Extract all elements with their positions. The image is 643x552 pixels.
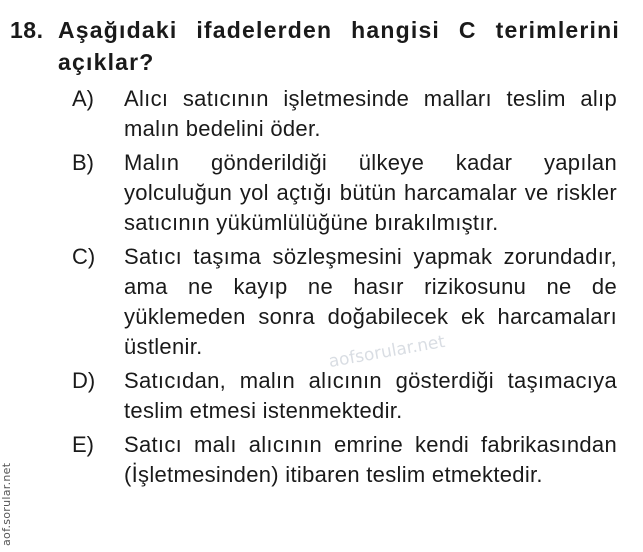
option-letter: A) [72, 86, 94, 111]
option-letter: B) [72, 150, 94, 175]
option-a[interactable] [72, 84, 630, 144]
option-text: Satıcı taşıma sözleşmesini yapmak zorundadır, ama ne kayıp ne hasır rizikosunu ne de yüklemeden sonra doğabilecek ek harcamaları üstlenir. [124, 244, 617, 359]
question-header [10, 14, 630, 78]
question-block [10, 14, 630, 494]
option-c[interactable] [72, 242, 630, 362]
option-text: Malın gönderildiği ülkeye kadar yapılan yolculuğun yol açtığı bütün harcamalar ve riskler satıcının yükümlülüğüne bırakılmıştır. [124, 150, 617, 235]
question-number: 18. [10, 17, 44, 43]
center-watermark: aofsorular.net [327, 331, 447, 373]
option-letter: D) [72, 368, 96, 393]
question-stem: Aşağıdaki ifadelerden hangisi C terimlerini açıklar? [58, 17, 620, 75]
option-letter: C) [72, 244, 96, 269]
option-e[interactable] [72, 430, 630, 490]
option-b[interactable] [72, 148, 630, 238]
option-text: Alıcı satıcının işletmesinde malları teslim alıp malın bedelini öder. [124, 86, 617, 141]
option-text: Satıcı malı alıcının emrine kendi fabrikasından (İşletmesinden) itibaren teslim etmektedir. [124, 432, 617, 487]
option-d[interactable] [72, 366, 630, 426]
side-watermark: aof.sorular.net [0, 462, 13, 546]
option-text: Satıcıdan, malın alıcının gösterdiği taşımacıya teslim etmesi istenmektedir. [124, 368, 617, 423]
option-letter: E) [72, 432, 94, 457]
answer-options [10, 84, 630, 490]
